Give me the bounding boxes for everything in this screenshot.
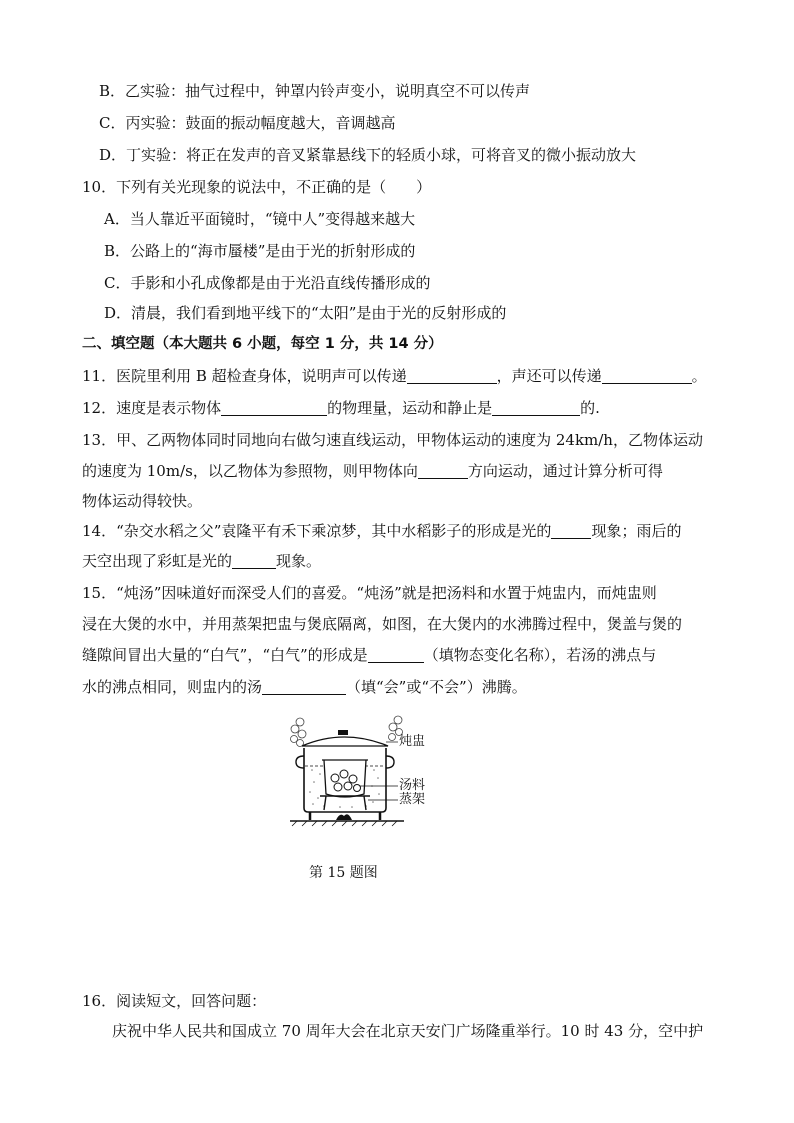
q12-text-2: 的物理量，运动和静止是	[327, 399, 493, 417]
q13-line-3: 物体运动得较快。	[82, 492, 203, 510]
q15-text-4: （填“会”或“不会”）沸腾。	[346, 678, 527, 696]
q11-text-1: 11．医院里利用 B 超检查身体，说明声可以传递	[82, 367, 407, 385]
q14-text-2: 现象；雨后的	[591, 522, 682, 540]
q14-line-1	[82, 521, 681, 541]
label-soup-ingredients: 汤料	[399, 778, 426, 793]
q11-text-2: ，声还可以传递	[496, 367, 602, 385]
q13-text-1: 的速度为 10m/s，以乙物体为参照物，则甲物体向	[82, 462, 418, 480]
q11-text-3: 。	[691, 367, 707, 385]
q9-option-b: B．乙实验：抽气过程中，钟罩内铃声变小，说明真空不可以传声	[99, 82, 531, 100]
q10-stem: 10．下列有关光现象的说法中，不正确的是（ ）	[82, 178, 432, 196]
q15-text-3: 水的沸点相同，则盅内的汤	[82, 678, 263, 696]
q12-text-1: 12．速度是表示物体	[82, 399, 222, 417]
q15-line-2: 浸在大煲的水中，并用蒸架把盅与煲底隔离，如图，在大煲内的水沸腾过程中，煲盖与煲的	[82, 615, 683, 633]
pot-lid	[302, 737, 388, 746]
q12	[82, 398, 600, 418]
q10-option-c: C．手影和小孔成像都是由于光沿直线传播形成的	[104, 274, 431, 292]
label-stew-bowl: 炖盅	[399, 734, 426, 749]
ground-hatch	[292, 821, 397, 826]
q11-blank-1	[407, 369, 497, 384]
q15-blank-2	[262, 680, 346, 695]
flame	[336, 814, 352, 820]
q14-blank-1	[551, 524, 591, 539]
q12-blank-1	[221, 401, 327, 416]
q14-text-4: 现象。	[276, 552, 322, 570]
q14-line-2	[82, 551, 321, 571]
q15-text-2: （填物态变化名称），若汤的沸点与	[423, 646, 657, 664]
q10-option-b: B．公路上的“海市蜃楼”是由于光的折射形成的	[104, 242, 416, 260]
q14-text-3: 天空出现了彩虹是光的	[82, 552, 233, 570]
label-steam-rack: 蒸架	[399, 792, 426, 807]
section-heading: 二、填空题（本大题共 6 小题，每空 1 分，共 14 分）	[82, 336, 443, 352]
q12-blank-2	[492, 401, 580, 416]
q15-line-4	[82, 677, 527, 697]
inner-bowl	[324, 760, 366, 797]
q14-text-1: 14．“杂交水稻之父”袁隆平有禾下乘凉梦，其中水稻影子的形成是光的	[82, 522, 552, 540]
q15-text-1: 缝隙间冒出大量的“白气”，“白气”的形成是	[82, 646, 368, 664]
steam-left	[291, 718, 307, 747]
q13-line-1: 13．甲、乙两物体同时同地向右做匀速直线运动，甲物体运动的速度为 24km/h，乙物体运动	[82, 431, 703, 449]
q13-blank-1	[418, 464, 468, 479]
q10-option-a: A．当人靠近平面镜时，“镜中人”变得越来越大	[104, 210, 416, 228]
q9-option-c: C．丙实验：鼓面的振动幅度越大，音调越高	[99, 114, 396, 132]
q11	[82, 366, 707, 386]
q15-line-1: 15．“炖汤”因味道好而深受人们的喜爱。“炖汤”就是把汤料和水置于炖盅内，而炖盅则	[82, 584, 657, 602]
q16-paragraph: 庆祝中华人民共和国成立 70 周年大会在北京天安门广场隆重举行。10 时 43 分，空中护	[112, 1022, 704, 1040]
q13-text-2: 方向运动，通过计算分析可得	[467, 462, 663, 480]
q13-line-2	[82, 461, 663, 481]
q11-blank-2	[602, 369, 692, 384]
q16-stem: 16．阅读短文，回答问题：	[82, 992, 267, 1010]
q10-option-d: D．清晨，我们看到地平线下的“太阳”是由于光的反射形成的	[104, 304, 507, 322]
q9-option-d: D．丁实验：将正在发声的音叉紧靠悬线下的轻质小球，可将音叉的微小振动放大	[99, 146, 637, 164]
figure-caption: 第 15 题图	[309, 865, 378, 881]
q15-line-3	[82, 645, 656, 665]
q15-blank-1	[368, 648, 424, 663]
stew-pot-figure	[280, 712, 405, 832]
q12-text-3: 的.	[580, 399, 600, 417]
q14-blank-2	[232, 554, 276, 569]
